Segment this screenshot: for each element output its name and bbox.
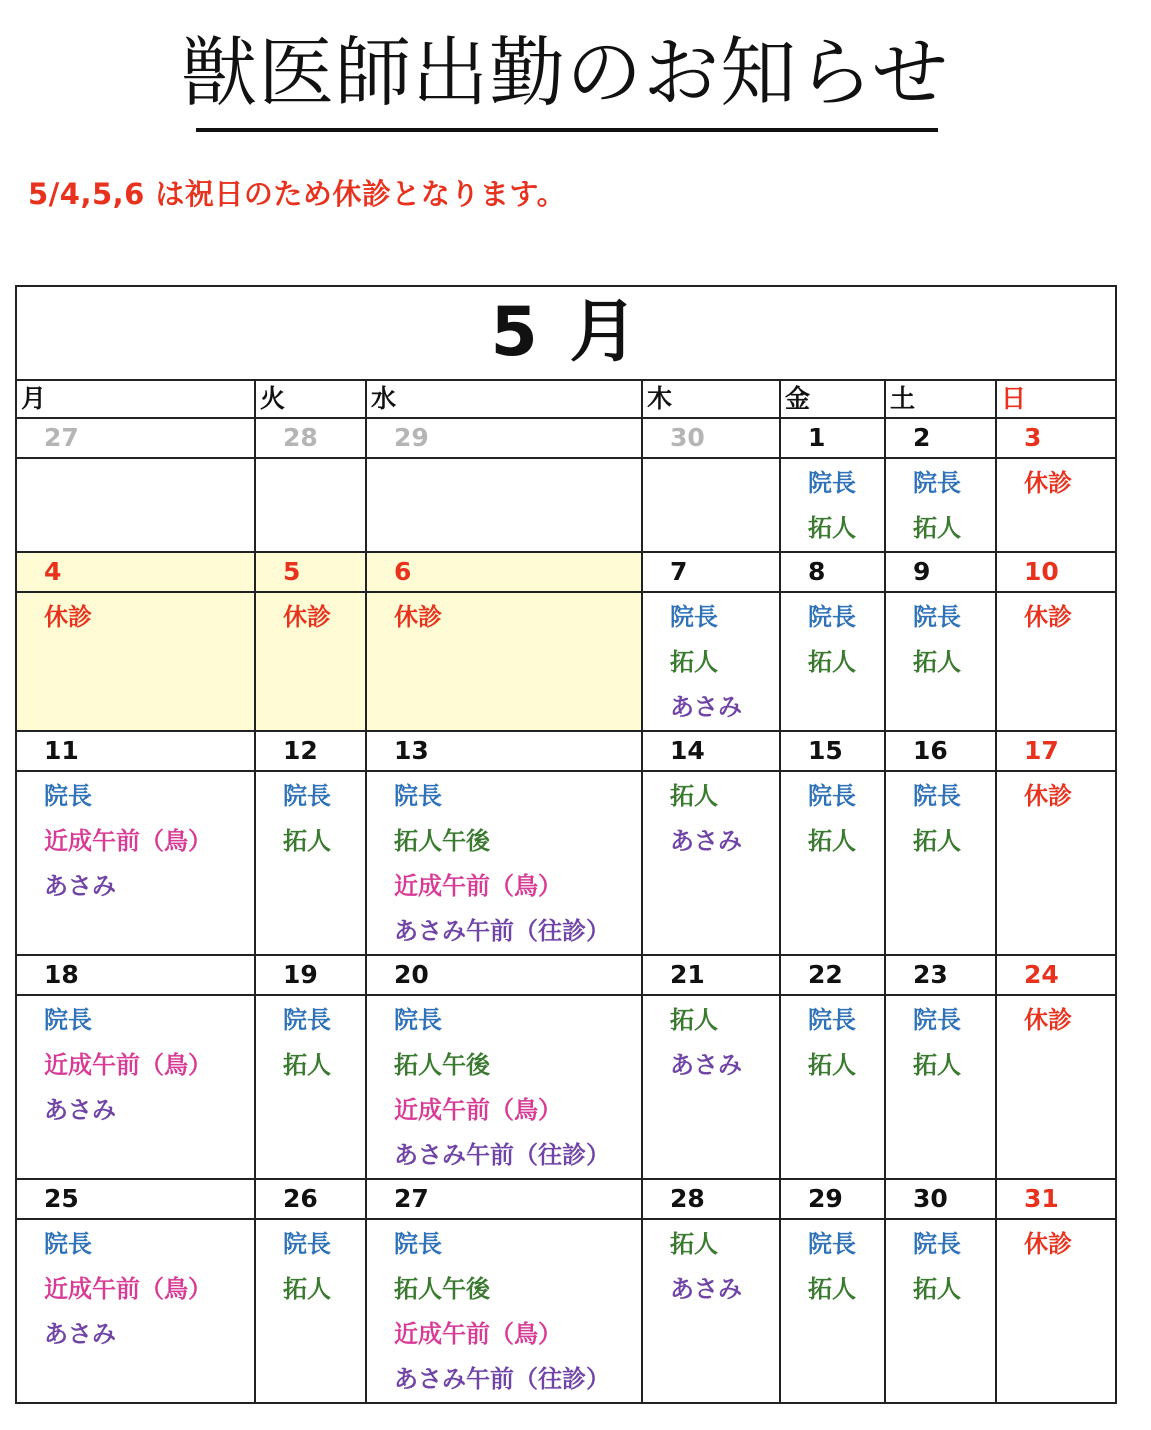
staff-entry: 拓人: [913, 514, 961, 542]
staff-entry: 院長: [913, 1006, 961, 1034]
day-staff-cell: [16, 995, 255, 1179]
day-staff-cell: [885, 771, 996, 955]
staff-entry: 拓人: [283, 1275, 331, 1303]
staff-row: [16, 771, 1116, 955]
day-staff-cell: [255, 1219, 366, 1403]
staff-entry: 休診: [1024, 782, 1072, 810]
day-number: 5: [255, 552, 366, 592]
staff-entry: 拓人: [670, 782, 718, 810]
staff-entry: あさみ: [670, 1275, 742, 1303]
staff-entry: 院長: [394, 1230, 442, 1258]
day-number: 20: [366, 955, 642, 995]
staff-entry: 拓人: [283, 1051, 331, 1079]
weekday-wed: 水: [366, 380, 642, 418]
day-staff-cell: [16, 771, 255, 955]
weekday-sun: 日: [996, 380, 1116, 418]
day-number: 9: [885, 552, 996, 592]
day-staff-cell: [885, 995, 996, 1179]
day-number: 14: [642, 731, 780, 771]
staff-entry: 院長: [913, 782, 961, 810]
staff-row: [16, 1219, 1116, 1403]
day-staff-cell: [255, 771, 366, 955]
day-number: 28: [255, 418, 366, 458]
day-number: 28: [642, 1179, 780, 1219]
day-number: 11: [16, 731, 255, 771]
staff-entry: 拓人: [913, 1275, 961, 1303]
day-number: 4: [16, 552, 255, 592]
staff-entry: 拓人: [913, 1051, 961, 1079]
staff-entry: 拓人: [808, 514, 856, 542]
month-heading: 5 月: [16, 286, 1116, 380]
weekday-tue: 火: [255, 380, 366, 418]
staff-row: [16, 458, 1116, 552]
staff-entry: あさみ午前（往診）: [394, 1365, 610, 1393]
staff-entry: 休診: [283, 603, 331, 631]
staff-entry: 休診: [1024, 603, 1072, 631]
day-number: 12: [255, 731, 366, 771]
staff-entry: 拓人午後: [394, 1275, 490, 1303]
staff-entry: あさみ: [44, 1096, 116, 1124]
staff-entry: 拓人: [913, 648, 961, 676]
day-staff-cell: [642, 458, 780, 552]
staff-entry: 院長: [283, 782, 331, 810]
day-number: 17: [996, 731, 1116, 771]
staff-entry: 院長: [283, 1230, 331, 1258]
staff-entry: 院長: [44, 782, 92, 810]
day-number: 23: [885, 955, 996, 995]
day-staff-cell: [885, 1219, 996, 1403]
day-number: 27: [366, 1179, 642, 1219]
staff-entry: 近成午前（鳥）: [394, 1096, 562, 1124]
day-staff-cell: [366, 592, 642, 731]
staff-entry: 近成午前（鳥）: [44, 827, 212, 855]
staff-entry: 院長: [44, 1230, 92, 1258]
staff-entry: 院長: [808, 1006, 856, 1034]
day-staff-cell: [996, 592, 1116, 731]
day-staff-cell: [885, 458, 996, 552]
day-staff-cell: [780, 995, 885, 1179]
weekday-sat: 土: [885, 380, 996, 418]
page-title: 獣医師出勤のお知らせ: [181, 28, 949, 117]
day-staff-cell: [366, 771, 642, 955]
day-staff-cell: [996, 771, 1116, 955]
staff-entry: 近成午前（鳥）: [44, 1275, 212, 1303]
day-staff-cell: [780, 771, 885, 955]
day-number: 30: [642, 418, 780, 458]
staff-entry: 近成午前（鳥）: [394, 872, 562, 900]
day-number: 6: [366, 552, 642, 592]
staff-entry: あさみ: [44, 872, 116, 900]
day-staff-cell: [16, 458, 255, 552]
day-number: 3: [996, 418, 1116, 458]
calendar-table: [15, 285, 1117, 1404]
weekday-mon: 月: [16, 380, 255, 418]
day-number: 2: [885, 418, 996, 458]
staff-entry: 休診: [1024, 469, 1072, 497]
staff-entry: 拓人午後: [394, 1051, 490, 1079]
day-staff-cell: [366, 995, 642, 1179]
day-staff-cell: [780, 1219, 885, 1403]
staff-entry: 拓人: [808, 648, 856, 676]
staff-entry: 拓人: [808, 1275, 856, 1303]
day-number: 31: [996, 1179, 1116, 1219]
day-number: 8: [780, 552, 885, 592]
day-number: 30: [885, 1179, 996, 1219]
day-number: 13: [366, 731, 642, 771]
staff-entry: 院長: [670, 603, 718, 631]
staff-entry: あさみ: [670, 827, 742, 855]
day-staff-cell: [996, 458, 1116, 552]
staff-entry: あさみ: [670, 1051, 742, 1079]
day-staff-cell: [366, 458, 642, 552]
date-row: [16, 552, 1116, 592]
holiday-notice: 5/4,5,6 は祝日のため休診となります。: [28, 177, 567, 211]
day-staff-cell: [780, 458, 885, 552]
staff-entry: 院長: [808, 1230, 856, 1258]
staff-entry: 院長: [913, 603, 961, 631]
staff-entry: 近成午前（鳥）: [44, 1051, 212, 1079]
staff-row: [16, 995, 1116, 1179]
staff-entry: 院長: [808, 603, 856, 631]
day-number: 27: [16, 418, 255, 458]
day-number: 24: [996, 955, 1116, 995]
staff-entry: 院長: [283, 1006, 331, 1034]
staff-entry: 拓人: [808, 1051, 856, 1079]
staff-entry: 拓人: [283, 827, 331, 855]
day-number: 21: [642, 955, 780, 995]
day-staff-cell: [255, 995, 366, 1179]
day-staff-cell: [996, 1219, 1116, 1403]
day-number: 10: [996, 552, 1116, 592]
day-number: 15: [780, 731, 885, 771]
staff-entry: 院長: [913, 469, 961, 497]
day-staff-cell: [255, 592, 366, 731]
staff-entry: 拓人: [670, 1006, 718, 1034]
day-staff-cell: [16, 1219, 255, 1403]
day-number: 19: [255, 955, 366, 995]
date-row: [16, 1179, 1116, 1219]
day-staff-cell: [642, 592, 780, 731]
staff-entry: 拓人: [808, 827, 856, 855]
staff-entry: 休診: [1024, 1006, 1072, 1034]
staff-entry: 院長: [808, 469, 856, 497]
day-number: 29: [366, 418, 642, 458]
day-number: 18: [16, 955, 255, 995]
staff-entry: あさみ午前（往診）: [394, 1141, 610, 1169]
staff-entry: 院長: [913, 1230, 961, 1258]
staff-entry: あさみ午前（往診）: [394, 917, 610, 945]
day-staff-cell: [642, 995, 780, 1179]
date-row: [16, 731, 1116, 771]
staff-entry: 拓人午後: [394, 827, 490, 855]
staff-row: [16, 592, 1116, 731]
title-underline: [196, 128, 938, 132]
day-staff-cell: [780, 592, 885, 731]
day-number: 25: [16, 1179, 255, 1219]
staff-entry: あさみ: [670, 693, 742, 721]
day-number: 7: [642, 552, 780, 592]
date-row: [16, 418, 1116, 458]
staff-entry: 院長: [394, 782, 442, 810]
day-staff-cell: [996, 995, 1116, 1179]
day-staff-cell: [885, 592, 996, 731]
staff-entry: 休診: [44, 603, 92, 631]
staff-entry: あさみ: [44, 1320, 116, 1348]
weekday-thu: 木: [642, 380, 780, 418]
staff-entry: 拓人: [670, 648, 718, 676]
staff-entry: 休診: [394, 603, 442, 631]
day-number: 1: [780, 418, 885, 458]
staff-entry: 近成午前（鳥）: [394, 1320, 562, 1348]
day-number: 16: [885, 731, 996, 771]
day-number: 22: [780, 955, 885, 995]
staff-entry: 院長: [394, 1006, 442, 1034]
staff-entry: 院長: [44, 1006, 92, 1034]
staff-entry: 休診: [1024, 1230, 1072, 1258]
day-staff-cell: [366, 1219, 642, 1403]
day-staff-cell: [642, 1219, 780, 1403]
day-staff-cell: [642, 771, 780, 955]
day-number: 26: [255, 1179, 366, 1219]
day-staff-cell: [255, 458, 366, 552]
day-number: 29: [780, 1179, 885, 1219]
weekday-row: [16, 380, 1116, 418]
day-staff-cell: [16, 592, 255, 731]
staff-entry: 院長: [808, 782, 856, 810]
staff-entry: 拓人: [913, 827, 961, 855]
weekday-fri: 金: [780, 380, 885, 418]
staff-entry: 拓人: [670, 1230, 718, 1258]
date-row: [16, 955, 1116, 995]
